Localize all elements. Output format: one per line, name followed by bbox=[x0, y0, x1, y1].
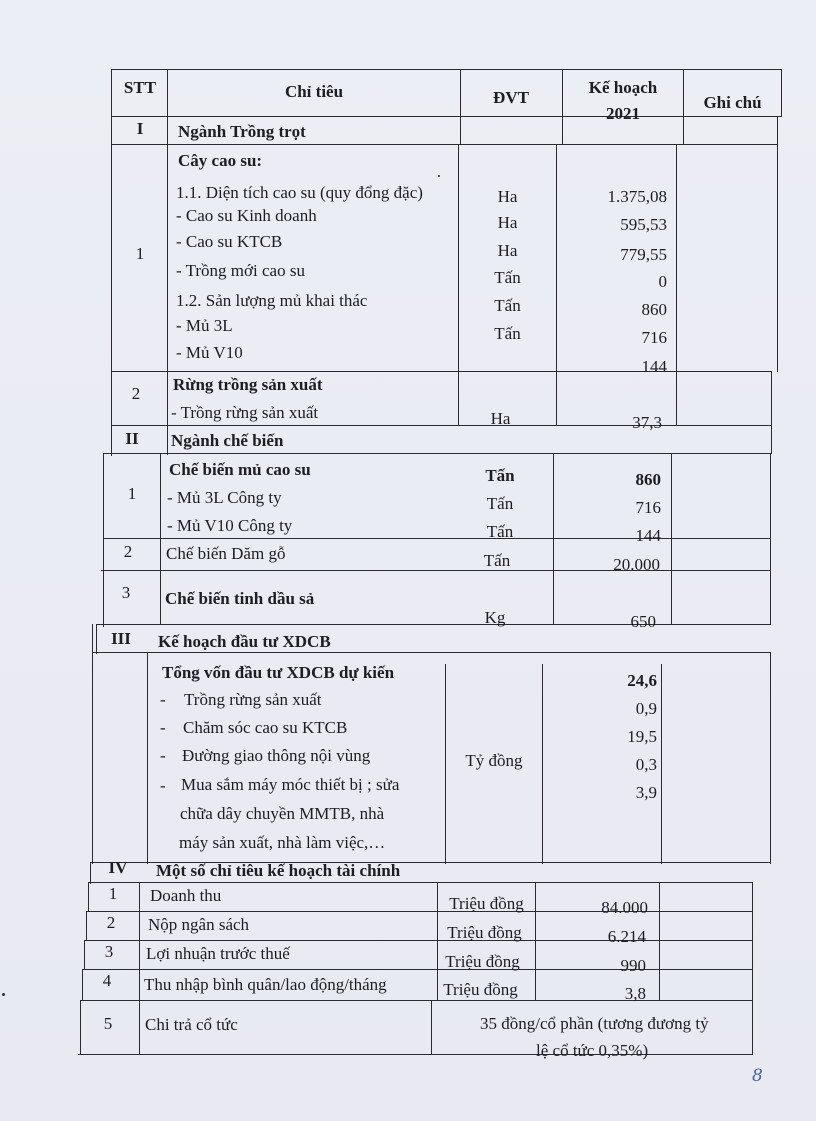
bullet-dash: - bbox=[160, 746, 166, 765]
header-ke-hoach: Kế hoạch bbox=[588, 78, 658, 97]
row-number: 1 bbox=[108, 884, 118, 903]
list-item: Đường giao thông nội vùng bbox=[182, 746, 371, 765]
row-title: Chi trả cổ tức bbox=[145, 1015, 238, 1034]
row-value: 860 bbox=[635, 470, 661, 489]
row-number: 3 bbox=[104, 942, 114, 961]
row-unit: Tỷ đồng bbox=[465, 751, 523, 770]
row-value: 24,6 bbox=[627, 671, 657, 690]
row-number: 2 bbox=[123, 542, 133, 561]
row-number: 5 bbox=[103, 1014, 113, 1033]
row-value: 3,8 bbox=[624, 984, 646, 1003]
row-value: 19,5 bbox=[627, 727, 657, 746]
row-line: 1.1. Diện tích cao su (quy đổng đặc) bbox=[176, 183, 423, 202]
bullet-dash: - bbox=[160, 776, 166, 795]
row-title: Chế biến tinh dầu sả bbox=[165, 589, 315, 608]
row-number: 2 bbox=[131, 384, 141, 403]
row-value: 860 bbox=[641, 300, 667, 319]
section-number: IV bbox=[108, 858, 128, 877]
row-value: 37,3 bbox=[632, 413, 662, 432]
row-line: 1.2. Sản lượng mủ khai thác bbox=[176, 291, 368, 310]
row-value: 35 đồng/cổ phần (tương đương tỷ bbox=[480, 1014, 709, 1033]
row-title: Chế biến Dăm gỗ bbox=[166, 544, 286, 563]
row-number: 1 bbox=[127, 484, 137, 503]
row-unit: Ha bbox=[497, 241, 518, 260]
section-number: III bbox=[111, 629, 131, 648]
row-value: 3,9 bbox=[635, 783, 657, 802]
row-title: Thu nhập bình quân/lao động/tháng bbox=[144, 975, 387, 994]
list-item: máy sản xuất, nhà làm việc,… bbox=[179, 833, 386, 852]
list-item: Mua sắm máy móc thiết bị ; sửa bbox=[181, 775, 400, 794]
row-title: Cây cao su: bbox=[178, 151, 263, 170]
row-line: - Mủ V10 Công ty bbox=[167, 516, 293, 535]
row-number: 2 bbox=[106, 913, 116, 932]
row-title: Chế biến mủ cao su bbox=[169, 460, 311, 479]
row-value: 990 bbox=[620, 956, 646, 975]
header-year: 2021 bbox=[606, 104, 640, 123]
row-unit: Kg bbox=[484, 608, 506, 627]
row-value: 779,55 bbox=[620, 245, 667, 264]
row-value: 6.214 bbox=[607, 927, 646, 946]
row-title: Doanh thu bbox=[150, 886, 222, 905]
header-dvt: ĐVT bbox=[493, 88, 529, 107]
row-value: 84.000 bbox=[601, 898, 648, 917]
section-title: Một số chỉ tiêu kế hoạch tài chính bbox=[156, 861, 401, 880]
row-unit: Tấn bbox=[485, 466, 515, 485]
row-value: 20.000 bbox=[613, 555, 660, 574]
row-unit: Triệu đồng bbox=[443, 980, 518, 999]
row-line: - Mủ 3L bbox=[176, 316, 233, 335]
row-unit: Tấn bbox=[486, 494, 514, 513]
row-value: 716 bbox=[641, 328, 667, 347]
row-line: - Mủ 3L Công ty bbox=[167, 488, 282, 507]
header-chi-tieu: Chỉ tiêu bbox=[284, 82, 344, 101]
row-value: 0 bbox=[658, 272, 667, 291]
section-title: Ngành chế biến bbox=[171, 431, 284, 450]
row-value: 650 bbox=[630, 612, 656, 631]
scan-speck bbox=[438, 175, 440, 177]
row-line: - Cao su KTCB bbox=[176, 232, 283, 251]
row-line: - Cao su Kinh doanh bbox=[176, 206, 317, 225]
list-item: Chăm sóc cao su KTCB bbox=[183, 718, 348, 737]
header-stt: STT bbox=[123, 78, 157, 97]
section-number: II bbox=[125, 429, 139, 448]
scan-speck bbox=[2, 993, 5, 996]
row-unit: Tấn bbox=[494, 268, 521, 287]
page-number: 8 bbox=[752, 1066, 763, 1086]
row-unit: Triệu đồng bbox=[445, 952, 520, 971]
row-line: - Mủ V10 bbox=[176, 343, 243, 362]
row-unit: Triệu đồng bbox=[449, 894, 524, 913]
row-title: Tổng vốn đầu tư XDCB dự kiến bbox=[162, 663, 395, 682]
row-unit: Tấn bbox=[483, 551, 511, 570]
row-value: 0,9 bbox=[635, 699, 657, 718]
section-title: Kế hoạch đầu tư XDCB bbox=[158, 632, 331, 651]
row-value: 144 bbox=[635, 526, 661, 545]
row-title: Rừng trồng sản xuất bbox=[173, 375, 323, 394]
row-value: 0,3 bbox=[635, 755, 657, 774]
row-title: Nộp ngân sách bbox=[148, 915, 250, 934]
bullet-dash: - bbox=[160, 690, 166, 709]
row-unit: Ha bbox=[497, 213, 518, 232]
row-line: - Trồng rừng sản xuất bbox=[171, 403, 319, 422]
header-ghi-chu: Ghi chú bbox=[703, 93, 762, 112]
section-number: I bbox=[136, 119, 144, 138]
row-number: 4 bbox=[102, 971, 112, 990]
row-unit: Triệu đồng bbox=[447, 923, 522, 942]
row-unit: Ha bbox=[490, 409, 511, 428]
list-item: Trồng rừng sản xuất bbox=[184, 690, 322, 709]
row-value: 716 bbox=[635, 498, 661, 517]
row-line: - Trồng mới cao su bbox=[176, 261, 305, 280]
row-unit: Ha bbox=[497, 187, 518, 206]
list-item: chữa dây chuyền MMTB, nhà bbox=[180, 804, 385, 823]
row-value: lệ cổ tức 0,35%) bbox=[536, 1041, 649, 1060]
row-number: 3 bbox=[121, 583, 131, 602]
row-value: 144 bbox=[641, 357, 667, 376]
row-value: 595,53 bbox=[620, 215, 667, 234]
row-unit: Tấn bbox=[494, 324, 521, 343]
row-value: 1.375,08 bbox=[607, 187, 667, 206]
row-unit: Tấn bbox=[494, 296, 521, 315]
section-title: Ngành Trồng trọt bbox=[178, 122, 306, 141]
row-unit: Tấn bbox=[486, 522, 514, 541]
row-number: 1 bbox=[135, 244, 145, 263]
bullet-dash: - bbox=[160, 718, 166, 737]
row-title: Lợi nhuận trước thuế bbox=[146, 944, 290, 963]
